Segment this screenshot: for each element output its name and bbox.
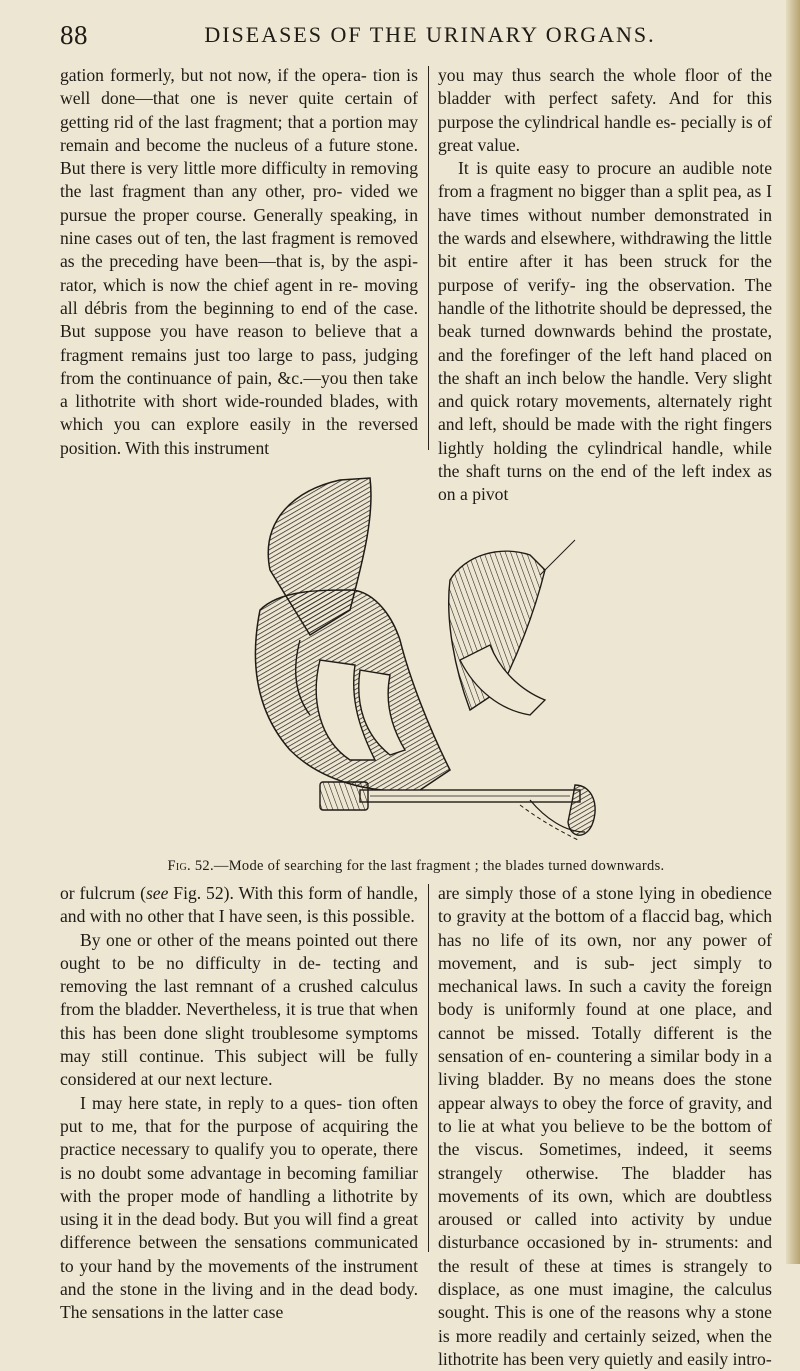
figure-caption bbox=[60, 858, 772, 875]
running-head: DISEASES OF THE URINARY ORGANS. bbox=[204, 22, 656, 47]
left-column-bottom bbox=[60, 882, 418, 1325]
paragraph-text: or fulcrum ( bbox=[60, 883, 146, 903]
page-header bbox=[60, 20, 760, 54]
paragraph: are simply those of a stone lying in obedience to gravity at the bottom of a flaccid bag, which has no life of its own, nor any power of movement, and is sub- ject simply to mechanical laws. In such a cavity the foreign body is uniformly found at one place, and cannot be missed. Totally different is the sensation of en- countering a similar body in a living bladder. By no means does the stone appear always to obey the force of gravity, and to lie at what you believe to be the bottom of the viscus. Sometimes, indeed, it seems strangely otherwise. The bladder has movements of its own, which are doubtless aroused or called into activity by undue disturbance occasioned by in- struments: and the result of these at times is strangely to displace, as one must imagine, the calculus sought. This is one of the reasons why a stone is more readily and certainly seized, when the lithotrite has been very quietly and easily intro- bbox=[438, 883, 772, 1369]
lithotrite-illustration bbox=[200, 460, 620, 855]
page-edge-shadow bbox=[786, 0, 800, 1264]
figure-caption-text: —Mode of searching for the last fragment ; the blades turned downwards. bbox=[213, 858, 665, 874]
page-number: 88 bbox=[60, 20, 88, 50]
paragraph: It is quite easy to procure an audible note from a fragment no bigger than a split pea, as I have times without number demonstrated in the wards and elsewhere, withdrawing the little bit entire after it has been struck for the purpose of verify- ing the observation. The handle of the lithotrite should be depressed, the beak turned downwards behind the prostate, and the forefinger of the left hand placed on the shaft an inch below the handle. Very slight and quick rotary movements, alternately right and left, should be made with the right fingers lightly holding the cylindrical handle, while the shaft turns on the end of the left index as on a pivot bbox=[438, 158, 772, 505]
column-divider-top bbox=[428, 66, 429, 450]
see-reference: see bbox=[145, 883, 169, 903]
paragraph: I may here state, in reply to a ques- tion often put to me, that for the purpose of acquiring the practice necessary to qualify you to operate, there is no doubt some advantage in becoming familiar with the proper mode of handling a lithotrite by using it in the dead body. But you will find a great difference between the sensations communicated to your hand by the movements of the instrument and the stone in the living and in the dead body. The sensations in the latter case bbox=[60, 1092, 418, 1323]
paragraph: By one or other of the means pointed out there ought to be no difficulty in de- tecting and removing the last remnant of a crushed calculus from the bladder. Nevertheless, it is true that when this has been done slight troublesome symptoms may still continue. This subject will be fully considered at our next lecture. bbox=[60, 929, 418, 1090]
paragraph bbox=[60, 882, 418, 929]
right-column-top bbox=[438, 64, 772, 507]
paragraph-text: Fig. 52). With this form of handle, and with no other that I have seen, is this possible. bbox=[60, 883, 418, 927]
right-column-bottom bbox=[438, 882, 772, 1371]
column-divider-bottom bbox=[428, 884, 429, 1252]
paragraph: gation formerly, but not now, if the opera- tion is well done—that one is never quite certain of getting rid of the last fragment; that a portion may remain and become the nucleus of a future stone. But there is very little more difficulty in removing the last fragment than any other, pro- vided we pursue the proper course. Generally speaking, in nine cases out of ten, the last fragment is removed as the preceding have been—that is, by the aspi- rator, which is now the chief agent in re- moving all débris from the beginning to end of the case. But suppose you have reason to believe that a fragment remains just too large to pass, judging from the continuance of pain, &c.—you then take a lithotrite with short wide-rounded blades, with which you can explore easily in the reversed position. With this instrument bbox=[60, 65, 418, 458]
paragraph: you may thus search the whole floor of the bladder with perfect safety. And for this purpose the cylindrical handle es- pecially is of great value. bbox=[438, 65, 772, 155]
figure-label: Fig. 52. bbox=[167, 858, 214, 874]
left-column-top bbox=[60, 64, 418, 460]
